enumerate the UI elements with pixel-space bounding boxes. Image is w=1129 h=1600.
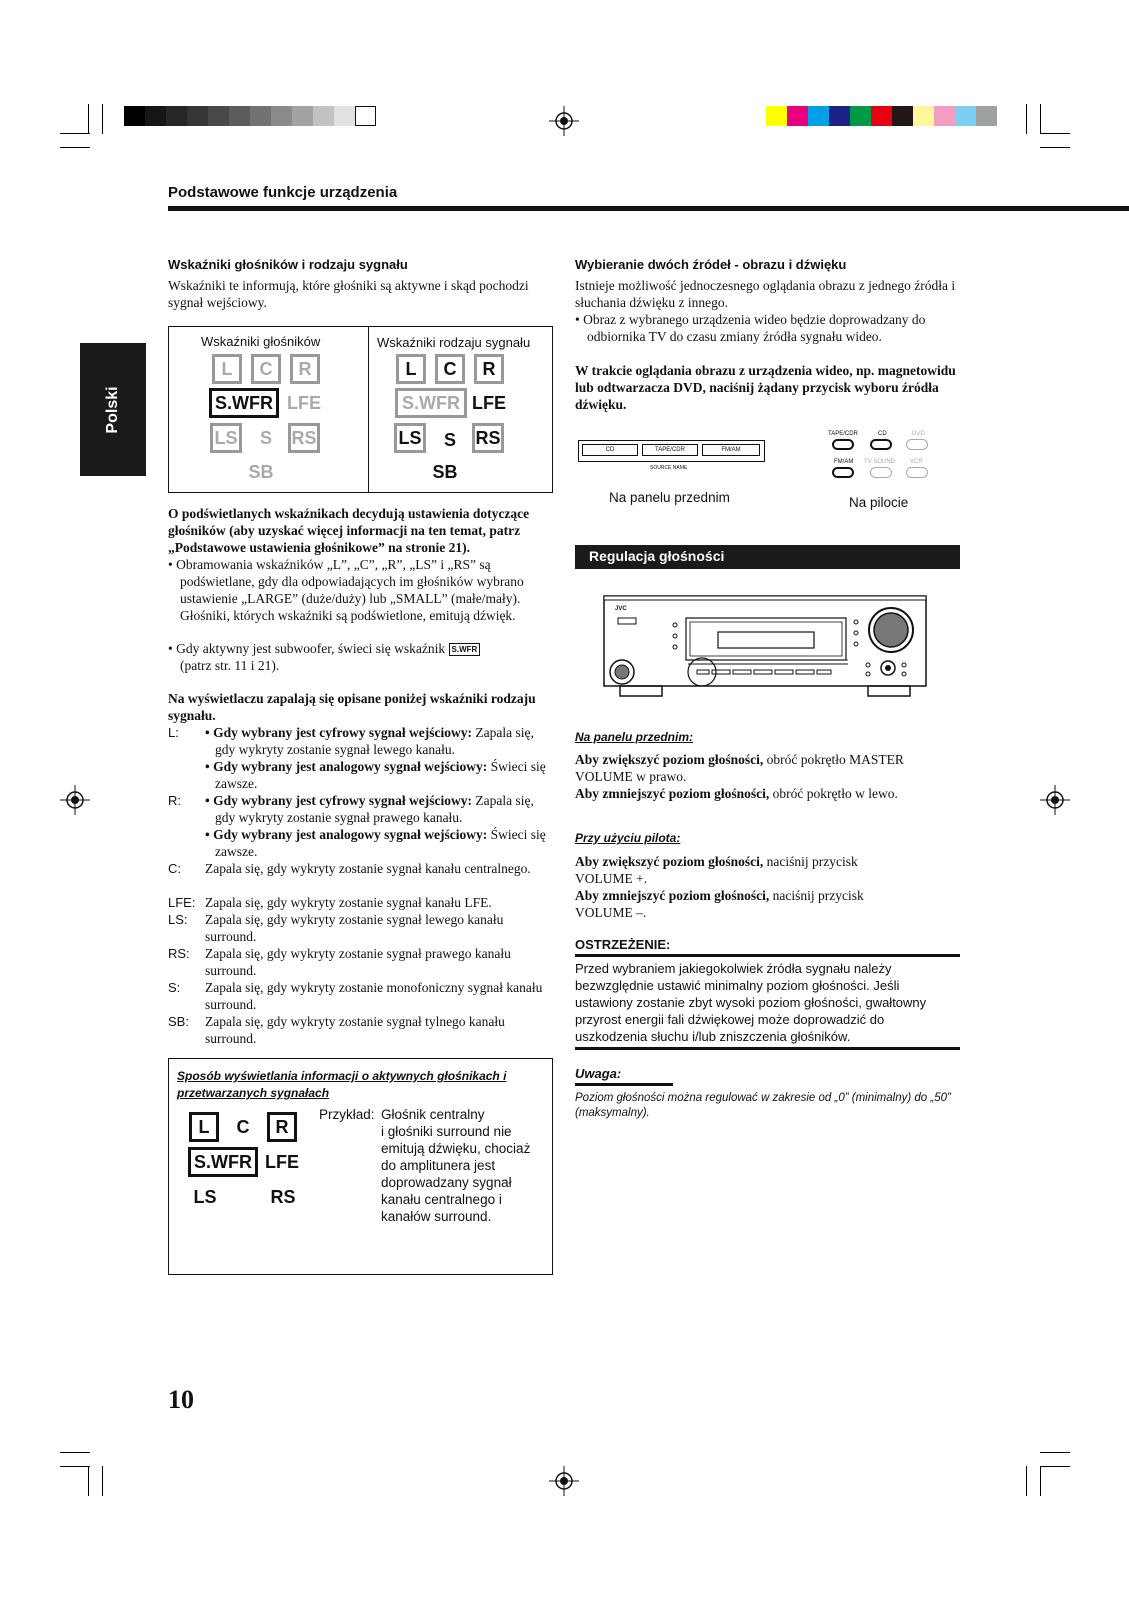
indicator-RS: RS (288, 423, 320, 453)
remote-label-tape: TAPE/CDR (828, 431, 858, 437)
row-text: Zapala się, gdy wykryty zostanie sygnał prawego kanału. (215, 793, 534, 825)
row-text: Świeci się zawsze. (215, 827, 546, 859)
table-divider (368, 327, 369, 492)
gray-swatch (313, 106, 334, 126)
signal-indicators-intro: Na wyświetlaczu zapalają się opisane poniżej wskaźniki rodzaju sygnału. (168, 691, 536, 723)
indicator-lfe: LFE (287, 392, 321, 413)
gray-swatch (145, 106, 166, 126)
signal-row-R (168, 792, 553, 860)
signal-LS: LS (394, 423, 426, 453)
gray-swatch (187, 106, 208, 126)
signal-row-RS (168, 945, 553, 979)
remote-tv-sound-button[interactable] (870, 467, 892, 478)
front-panel-caption: Na panelu przednim (609, 490, 730, 505)
crop-mark (60, 147, 90, 148)
color-swatch (766, 106, 787, 126)
signal-L: L (396, 354, 426, 384)
signal-SB: SB (432, 461, 458, 482)
front-cd-button[interactable]: CD (582, 444, 638, 456)
remote-label-dvd: DVD (912, 431, 925, 437)
color-registration-strip (766, 106, 997, 126)
row-label: SB: (168, 1014, 189, 1029)
color-swatch (892, 106, 913, 126)
row-bold: • Gdy wybrany jest analogowy sygnał wejściowy: (205, 759, 488, 774)
signal-row-LS (168, 911, 553, 945)
crop-mark (1040, 1466, 1070, 1467)
front-volume-down (575, 785, 960, 802)
instruction-bold: Aby zmniejszyć poziom głośności, (575, 786, 770, 801)
example-title: Sposób wyświetlania informacji o aktywnych głośnikach i przetwarzanych sygnałach (177, 1069, 507, 1100)
front-volume-up (575, 751, 960, 785)
example-indicator-lfe: LFE (265, 1151, 299, 1172)
language-tab (80, 343, 146, 476)
crop-mark (1026, 104, 1027, 134)
speaker-settings-note: O podświetlanych wskaźnikach decydują ustawienia dotyczące głośników (aby uzyskać więcej informacji na ten temat, patrz „Podstawowe ustawienia głośnikowe” na stronie 21). (168, 506, 530, 555)
row-bold: • Gdy wybrany jest cyfrowy sygnał wejściowy: (205, 725, 472, 740)
instruction-bold: Aby zmniejszyć poziom głośności, (575, 888, 770, 903)
signal-row-L (168, 724, 553, 792)
remote-label-tv: TV SOUND (864, 459, 896, 465)
sources-bullet: • Obraz z wybranego urządzenia wideo będzie doprowadzany do odbiornika TV do czasu zmiany źródła sygnału wideo. (575, 312, 926, 344)
note-text: Poziom głośności można regulować w zakresie od „0” (minimalny) do „50” (maksymalny). (575, 1092, 951, 1119)
crop-mark (1040, 147, 1070, 148)
remote-label-fm: FM/AM (834, 459, 854, 465)
registration-target-icon (1040, 785, 1070, 815)
example-indicator-LS: LS (193, 1186, 217, 1207)
row-label: LFE: (168, 895, 196, 910)
row-text: Zapala się, gdy wykryty zostanie sygnał lewego kanału. (215, 725, 534, 757)
row-text: Świeci się zawsze. (215, 759, 546, 791)
row-label: LS: (168, 912, 188, 927)
source-name-label: SOURCE NAME (650, 465, 688, 471)
color-swatch (850, 106, 871, 126)
color-swatch (934, 106, 955, 126)
gray-swatch (292, 106, 313, 126)
crop-mark (102, 1466, 103, 1496)
indicator-SB: SB (248, 461, 274, 482)
gray-swatch (271, 106, 292, 126)
gray-swatch (250, 106, 271, 126)
swfr-badge: S.WFR (449, 643, 481, 656)
registration-target-icon (60, 785, 90, 815)
section-heading-sources: Wybieranie dwóch źródeł - obrazu i dźwięku (575, 257, 847, 272)
gray-swatch (355, 106, 376, 126)
crop-mark (88, 104, 89, 134)
indicator-L: L (212, 354, 242, 384)
signal-lfe: LFE (472, 392, 506, 413)
crop-mark (1026, 1466, 1027, 1496)
remote-dvd-button[interactable] (906, 439, 928, 450)
crop-mark (60, 133, 90, 134)
instruction-bold: Aby zwiększyć poziom głośności, (575, 854, 764, 869)
indicator-S: S (259, 427, 272, 448)
row-bold: • Gdy wybrany jest cyfrowy sygnał wejściowy: (205, 793, 472, 808)
warning-bottom-rule (575, 1047, 960, 1050)
example-indicator-RS: RS (270, 1186, 296, 1207)
row-bold: • Gdy wybrany jest analogowy sygnał wejściowy: (205, 827, 488, 842)
signal-S: S (443, 429, 456, 450)
remote-volume-up (575, 853, 875, 887)
example-description: i głośniki surround nie emitują dźwięku, chociaż do amplitunera jest doprowadzany sygnał kanału centralnego i kanałów surround. (381, 1124, 531, 1224)
color-swatch (955, 106, 976, 126)
row-text: Zapala się, gdy wykryty zostanie sygnał tylnego kanału surround. (205, 1014, 505, 1046)
crop-mark (1040, 1466, 1041, 1496)
row-label: RS: (168, 946, 190, 961)
indicator-swfr: S.WFR (209, 388, 279, 418)
remote-fm-button[interactable] (832, 467, 854, 478)
section-heading-indicators: Wskaźniki głośników i rodzaju sygnału (168, 257, 408, 272)
volume-section-title: Regulacja głośności (589, 548, 725, 564)
remote-volume-down (575, 887, 895, 921)
receiver-front-panel-illustration (600, 590, 930, 710)
example-line1: Głośnik centralny (381, 1107, 485, 1122)
remote-cd-button[interactable] (870, 439, 892, 450)
front-fm-am-button[interactable]: FM/AM (702, 444, 760, 456)
row-label: C: (168, 861, 181, 876)
page-title: Podstawowe funkcje urządzenia (168, 184, 398, 201)
note-title: Uwaga: (575, 1066, 622, 1081)
bullet-subwoofer-ref: (patrz str. 11 i 21). (180, 658, 280, 673)
language-tab-label: Polski (104, 385, 121, 434)
example-indicator-L: L (189, 1112, 219, 1142)
color-swatch (787, 106, 808, 126)
row-label: S: (168, 980, 181, 995)
gray-swatch (208, 106, 229, 126)
front-tape-cdr-button[interactable]: TAPE/CDR (642, 444, 698, 456)
example-indicator-C: C (236, 1116, 250, 1137)
gray-swatch (229, 106, 250, 126)
row-label: R: (168, 793, 181, 808)
front-panel-buttons (578, 440, 765, 462)
bullet-frames: • Obramowania wskaźników „L”, „C”, „R”, „LS” i „RS” są podświetlane, gdy dla odpowiadających im głośników wybrano ustawienie „LARGE” (duże/duży) lub „SMALL” (małe/mały). Głośniki, których wskaźniki są podświetlone, emitują dźwięk. (168, 557, 524, 623)
color-swatch (913, 106, 934, 126)
remote-heading: Przy użyciu pilota: (575, 831, 681, 845)
row-text: Zapala się, gdy wykryty zostanie sygnał kanału LFE. (205, 895, 492, 910)
row-text: Zapala się, gdy wykryty zostanie sygnał kanału centralnego. (205, 861, 531, 876)
signal-row-S (168, 979, 553, 1013)
crop-mark (60, 1452, 90, 1453)
bullet-subwoofer (168, 640, 553, 674)
warning-text: Przed wybraniem jakiegokolwiek źródła sygnału należy bezwzględnie ustawić minimalny poziom głośności. Jeśli ustawiony zostanie zbyt wysoki poziom głośności, gwałtowny przyrost energii fali dźwiękowej może doprowadzić do uszkodzenia słuchu i/lub zniszczenia głośników. (575, 961, 927, 1044)
signal-indicators-heading: Wskaźniki rodzaju sygnału (377, 335, 531, 350)
gray-swatch (124, 106, 145, 126)
volume-section-bar (575, 545, 960, 569)
front-panel-heading: Na panelu przednim: (575, 730, 694, 744)
grayscale-registration-strip (124, 106, 376, 126)
row-text: Zapala się, gdy wykryty zostanie monofoniczny sygnał kanału surround. (205, 980, 543, 1012)
sources-intro: Istnieje możliwość jednoczesnego oglądania obrazu z jednego źródła i słuchania dźwięku z innego. (575, 278, 956, 310)
signal-R: R (474, 354, 504, 384)
crop-mark (1040, 1452, 1070, 1453)
signal-row-C (168, 860, 553, 894)
note-rule (575, 1083, 673, 1086)
gray-swatch (166, 106, 187, 126)
instruction-text: obróć pokrętło w lewo. (772, 786, 898, 801)
indicator-R: R (290, 354, 320, 384)
crop-mark (102, 104, 103, 134)
signal-row-SB (168, 1013, 553, 1047)
example-box (168, 1058, 553, 1275)
instruction-bold: Aby zwiększyć poziom głośności, (575, 752, 764, 767)
jvc-logo: JVC (615, 606, 627, 612)
header-rule (168, 206, 1129, 211)
indicator-LS: LS (210, 423, 242, 453)
indicator-C: C (251, 354, 281, 384)
crop-mark (60, 1466, 90, 1467)
registration-target-icon (549, 1466, 579, 1496)
remote-label-vcr: VCR (910, 459, 923, 465)
signal-C: C (435, 354, 465, 384)
color-swatch (871, 106, 892, 126)
instruction-text: naciśnij przycisk VOLUME +. (575, 854, 858, 886)
bullet-subwoofer-text: • Gdy aktywny jest subwoofer, świeci się wskaźnik (168, 641, 446, 656)
instruction-text: naciśnij przycisk VOLUME –. (575, 888, 864, 920)
crop-mark (1040, 104, 1041, 134)
section-intro: Wskaźniki te informują, które głośniki są aktywne i skąd pochodzi sygnał wejściowy. (168, 278, 529, 310)
example-prefix: Przykład: (319, 1107, 375, 1122)
warning-top-rule (575, 954, 960, 957)
color-swatch (808, 106, 829, 126)
crop-mark (88, 1466, 89, 1496)
sources-instruction: W trakcie oglądania obrazu z urządzenia wideo, np. magnetowidu lub odtwarzacza DVD, naciśnij żądany przycisk wyboru źródła dźwięku. (575, 363, 956, 412)
remote-caption: Na pilocie (849, 495, 909, 510)
color-swatch (829, 106, 850, 126)
page-number: 10 (168, 1385, 194, 1414)
row-label: L: (168, 725, 179, 740)
row-text: Zapala się, gdy wykryty zostanie sygnał lewego kanału surround. (205, 912, 504, 944)
warning-title: OSTRZEŻENIE: (575, 937, 671, 952)
row-text: Zapala się, gdy wykryty zostanie sygnał prawego kanału surround. (205, 946, 511, 978)
signal-row-LFE (168, 894, 553, 911)
gray-swatch (334, 106, 355, 126)
registration-target-icon (549, 106, 579, 136)
signal-swfr: S.WFR (395, 388, 467, 418)
speaker-indicators-heading: Wskaźniki głośników (201, 334, 321, 349)
remote-tape-button[interactable] (832, 439, 854, 450)
example-indicator-swfr: S.WFR (188, 1147, 258, 1177)
signal-RS: RS (472, 423, 504, 453)
example-indicator-R: R (267, 1112, 297, 1142)
remote-label-cd: CD (878, 431, 887, 437)
crop-mark (1040, 133, 1070, 134)
instruction-text: obróć pokrętło MASTER VOLUME w prawo. (575, 752, 904, 784)
color-swatch (976, 106, 997, 126)
indicator-table (168, 326, 553, 493)
remote-vcr-button[interactable] (906, 467, 928, 478)
